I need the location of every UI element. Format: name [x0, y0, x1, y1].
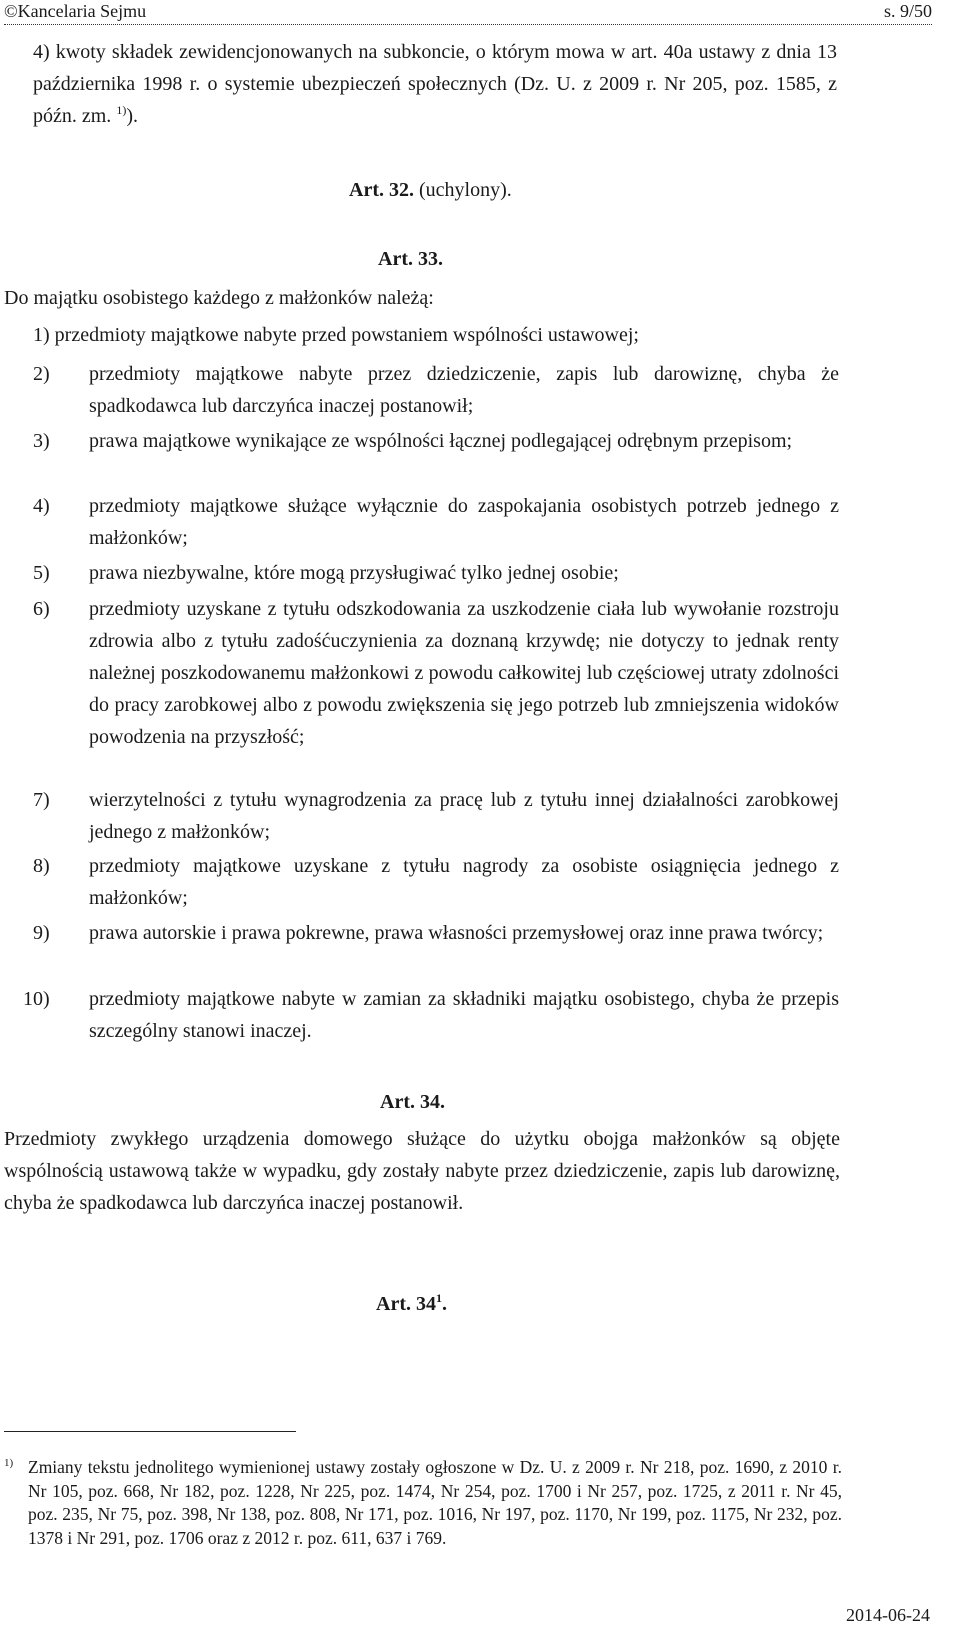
- footnote-marker: 1): [4, 1457, 14, 1469]
- list-item-text: przedmioty majątkowe nabyte przed powstaniem wspólności ustawowej;: [54, 324, 639, 346]
- article-34-1-superscript: 1: [435, 1291, 442, 1305]
- list-item-number: 8): [33, 855, 50, 877]
- prev-item-text: 4) kwoty składek zewidencjonowanych na subkoncie, o którym mowa w art. 40a ustawy z dnia 13 października 1998 r. o systemie ubezpieczeń społecznych (Dz. U. z 2009 r. Nr 205, poz. 1585, z późn. zm.: [33, 41, 837, 127]
- header-page-number: s. 9/50: [883, 1, 932, 21]
- article-32-title: Art. 32.: [349, 179, 414, 201]
- list-item-number: 10): [23, 988, 50, 1010]
- article-32-status: (uchylony).: [418, 179, 512, 201]
- list-item-text: prawa autorskie i prawa pokrewne, prawa własności przemysłowej oraz inne prawa twórcy;: [89, 922, 824, 944]
- list-item: [33, 784, 839, 848]
- list-item-number: 6): [33, 598, 50, 620]
- list-item: [33, 358, 839, 422]
- list-item-number: 5): [33, 562, 50, 584]
- footer-date: 2014-06-24: [846, 1605, 930, 1625]
- article-34-1-title: Art. 34: [376, 1293, 436, 1315]
- list-item: [33, 557, 839, 589]
- prev-item-tail: ).: [126, 105, 138, 127]
- article-34-1-heading: [376, 1290, 447, 1318]
- list-item-number: 9): [33, 922, 50, 944]
- list-item: [33, 850, 839, 914]
- footnote-ref-1[interactable]: 1): [116, 103, 127, 117]
- list-item: [33, 917, 839, 949]
- list-item: [33, 593, 839, 753]
- article-34-1-tail: .: [441, 1293, 447, 1315]
- list-item-number: 2): [33, 363, 50, 385]
- header-publisher: ©Kancelaria Sejmu: [4, 1, 147, 21]
- list-item-text: wierzytelności z tytułu wynagrodzenia za pracę lub z tytułu innej działalności zarobkowej jednego z małżonków;: [89, 789, 839, 843]
- list-item-number: 7): [33, 789, 50, 811]
- list-item: [33, 490, 839, 554]
- footnote-separator: [4, 1431, 296, 1432]
- article-33-intro: Do majątku osobistego każdego z małżonków należą:: [4, 287, 434, 309]
- list-item-text: prawa niezbywalne, które mogą przysługiwać tylko jednej osobie;: [89, 562, 619, 584]
- prev-item-4: [33, 36, 837, 132]
- list-item-text: przedmioty uzyskane z tytułu odszkodowania za uszkodzenie ciała lub wywołanie rozstroju zdrowia albo z tytułu zadośćuczynienia za doznaną krzywdę; nie dotyczy to jednak renty należnej poszkodowanemu małżonkowi z powodu całkowitej lub częściowej utraty zdolności do pracy zarobkowej albo z powodu zwiększenia się jego potrzeb lub zmniejszenia widoków powodzenia na przyszłość;: [89, 598, 839, 748]
- list-item-text: przedmioty majątkowe nabyte w zamian za składniki majątku osobistego, chyba że przepis szczególny stanowi inaczej.: [89, 988, 839, 1042]
- list-item-text: prawa majątkowe wynikające ze wspólności łącznej podlegającej odrębnym przepisom;: [89, 430, 793, 452]
- list-item: [23, 983, 839, 1047]
- header-divider: [4, 24, 932, 25]
- article-34-title: Art. 34.: [380, 1091, 445, 1113]
- list-item-number: 3): [33, 430, 50, 452]
- article-32-heading: [349, 176, 512, 204]
- article-34-text: Przedmioty zwykłego urządzenia domowego służące do użytku obojga małżonków są objęte wspólnością ustawową także w wypadku, gdy zostały nabyte przez dziedziczenie, zapis lub darowiznę, chyba że spadkodawca lub darczyńca inaczej postanowił.: [4, 1128, 840, 1214]
- list-item: [33, 425, 839, 457]
- article-33-title: Art. 33.: [378, 248, 443, 270]
- list-item: [33, 319, 839, 351]
- list-item-number: 1): [33, 324, 50, 346]
- list-item-text: przedmioty majątkowe służące wyłącznie do zaspokajania osobistych potrzeb jednego z małżonków;: [89, 495, 839, 549]
- list-item-text: przedmioty majątkowe nabyte przez dziedziczenie, zapis lub darowiznę, chyba że spadkodawca lub darczyńca inaczej postanowił;: [89, 363, 839, 417]
- list-item-text: przedmioty majątkowe uzyskane z tytułu nagrody za osobiste osiągnięcia jednego z małżonków;: [89, 855, 839, 909]
- list-item-number: 4): [33, 495, 50, 517]
- footnote-text: Zmiany tekstu jednolitego wymienionej ustawy zostały ogłoszone w Dz. U. z 2009 r. Nr 218, poz. 1690, z 2010 r. Nr 105, poz. 668, Nr 182, poz. 1228, Nr 225, poz. 1474, Nr 254, poz. 1700 i Nr 257, poz. 1725, z 2011 r. Nr 45, poz. 235, Nr 75, poz. 398, Nr 138, poz. 808, Nr 171, poz. 1016, Nr 197, poz. 1170, Nr 199, poz. 1175, Nr 232, poz. 1378 i Nr 291, poz. 1706 oraz z 2012 r. poz. 611, 637 i 769.: [28, 1457, 842, 1548]
